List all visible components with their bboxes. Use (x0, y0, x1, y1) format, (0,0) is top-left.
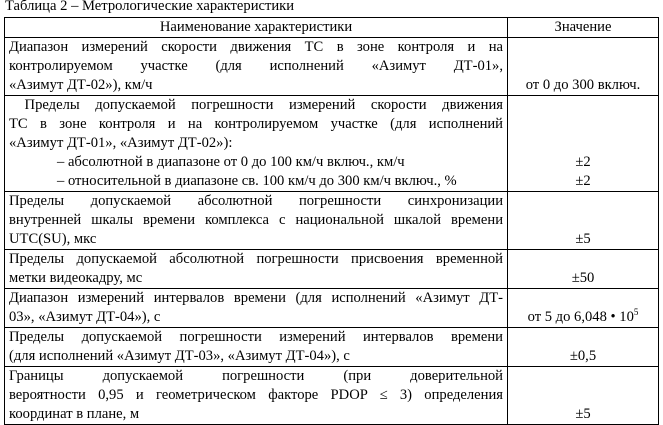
table-header-row (5, 18, 659, 38)
name-line: 03», «Азимут ДТ-04»), с (9, 309, 161, 325)
name-line: Пределы допускаемой абсолютной погрешности синхронизации (9, 193, 503, 209)
name-line: Пределы допускаемой абсолютной погрешности присвоения временной (9, 251, 503, 267)
table-row (5, 367, 659, 425)
column-header-value: Значение (508, 18, 659, 38)
name-line: Границы допускаемой погрешности (при доверительной (9, 368, 503, 384)
sub-item-label: – абсолютной в диапазоне от 0 до 100 км/ч включ., км/ч (57, 154, 405, 170)
name-line: контролируемом участке (для исполнений «Азимут ДТ-01», (9, 58, 503, 74)
name-line: ТС в зоне контроля и на контролируемом участке (для исполнений (9, 116, 503, 132)
characteristic-name (5, 96, 508, 192)
table-row (5, 96, 659, 192)
table-row (5, 192, 659, 250)
column-header-name: Наименование характеристики (5, 18, 508, 38)
table-caption: Таблица 2 – Метрологические характеристики (5, 0, 295, 14)
table-row (5, 38, 659, 96)
name-line: Диапазон измерений интервалов времени (для исполнений «Азимут ДТ- (9, 290, 503, 306)
characteristic-value: ±5 (508, 367, 659, 425)
value-exponent: 5 (633, 307, 639, 317)
name-line: Пределы допускаемой погрешности измерений интервалов времени (9, 329, 503, 345)
name-line: вероятности 0,95 и геометрическом факторе PDOP ≤ 3) определения (9, 387, 503, 403)
characteristic-value (508, 96, 659, 192)
metrological-characteristics-table (4, 17, 659, 425)
characteristic-value: ±0,5 (508, 328, 659, 367)
characteristic-name (5, 250, 508, 289)
characteristic-value: ±50 (508, 250, 659, 289)
characteristic-name (5, 328, 508, 367)
value-text: от 5 до 6,048 • 10 (527, 309, 634, 325)
name-line: (для исполнений «Азимут ДТ-03», «Азимут ДТ-04»), с (9, 348, 350, 364)
name-line: Пределы допускаемой погрешности измерений скорости движения (9, 97, 503, 113)
characteristic-value (508, 289, 659, 328)
name-line: UTC(SU), мкс (9, 231, 97, 247)
characteristic-value: от 0 до 300 включ. (508, 38, 659, 96)
name-line: «Азимут ДТ-02»), км/ч (9, 77, 153, 93)
sub-item-value: ±2 (575, 173, 591, 189)
name-line: внутренней шкалы времени комплекса с национальной шкалой времени (9, 212, 503, 228)
characteristic-value: ±5 (508, 192, 659, 250)
characteristic-name (5, 367, 508, 425)
table-row (5, 289, 659, 328)
name-line: метки видеокадру, мс (9, 270, 143, 286)
sub-item-label: – относительной в диапазоне св. 100 км/ч до 300 км/ч включ., % (57, 173, 457, 189)
name-line: «Азимут ДТ-01», «Азимут ДТ-02»): (9, 135, 233, 151)
table-row (5, 250, 659, 289)
table-row (5, 328, 659, 367)
name-line: Диапазон измерений скорости движения ТС в зоне контроля и на (9, 39, 503, 55)
sub-item-value: ±2 (575, 154, 591, 170)
characteristic-name (5, 38, 508, 96)
characteristic-name (5, 289, 508, 328)
name-line: координат в плане, м (9, 406, 140, 422)
characteristic-name (5, 192, 508, 250)
